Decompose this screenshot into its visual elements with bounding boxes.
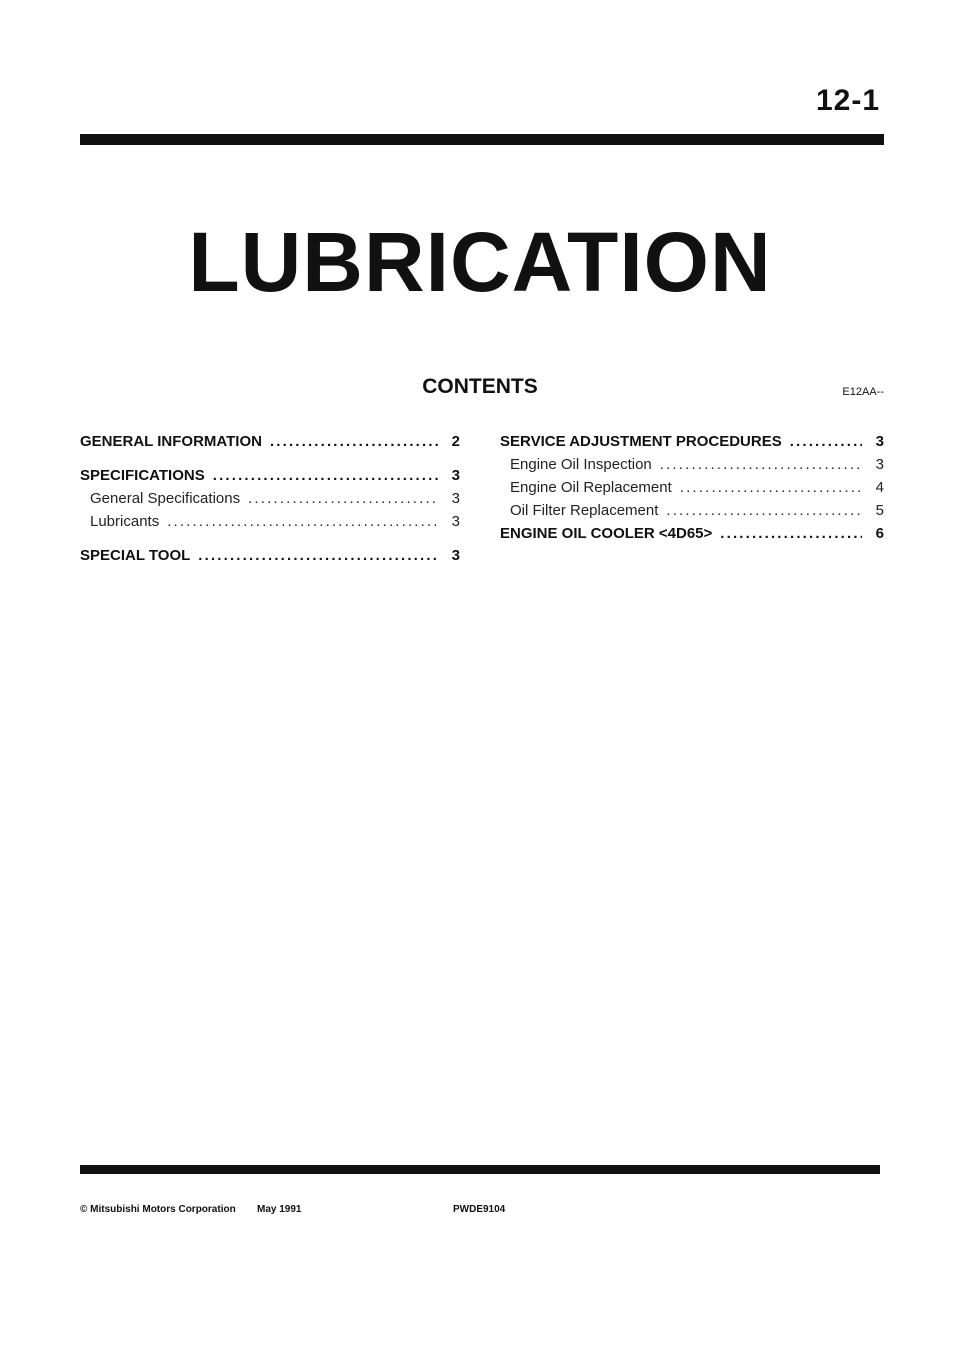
toc-entry-engine-oil-replacement[interactable] [500,476,884,499]
toc-left-column [80,430,460,567]
toc-entry-page: 3 [875,456,884,473]
dot-leader [248,487,438,510]
toc-entry-label: Oil Filter Replacement [510,502,659,519]
toc-entry-page: 3 [451,467,460,484]
dot-leader [167,510,438,533]
toc-entry-label: SPECIFICATIONS [80,467,205,484]
dot-leader [680,476,862,499]
toc-entry-page: 4 [875,479,884,496]
toc-entry-label: Engine Oil Inspection [510,456,652,473]
page-title: LUBRICATION [188,215,772,309]
toc-entry-page: 5 [875,502,884,519]
toc-entry-page: 3 [875,433,884,450]
footer-doc-code: PWDE9104 [453,1204,506,1215]
toc-entry-engine-oil-cooler[interactable] [500,522,884,545]
toc-entry-special-tool[interactable] [80,544,460,567]
toc-entry-lubricants[interactable] [80,510,460,533]
toc-entry-label: Lubricants [90,513,160,530]
toc-entry-page: 3 [451,547,460,564]
dot-leader [213,464,438,487]
footer-date: May 1991 [257,1204,302,1215]
dot-leader [270,430,438,453]
dot-leader [666,499,862,522]
toc-entry-label: General Specifications [90,490,241,507]
toc-entry-engine-oil-inspection[interactable] [500,453,884,476]
dot-leader [720,522,862,545]
toc-entry-label: SERVICE ADJUSTMENT PROCEDURES [500,433,782,450]
toc-entry-page: 3 [451,490,460,507]
toc-entry-service-adjustment-procedures[interactable] [500,430,884,453]
footer-copyright: © Mitsubishi Motors Corporation [80,1204,236,1215]
toc-entry-general-information[interactable] [80,430,460,453]
toc-entry-general-specifications[interactable] [80,487,460,510]
toc-entry-oil-filter-replacement[interactable] [500,499,884,522]
toc-entry-page: 2 [451,433,460,450]
toc-entry-label: Engine Oil Replacement [510,479,672,496]
contents-heading: CONTENTS [422,375,538,398]
toc-entry-label: ENGINE OIL COOLER <4D65> [500,525,713,542]
toc-entry-page: 6 [875,525,884,542]
toc-entry-page: 3 [451,513,460,530]
bottom-rule [80,1165,880,1174]
top-rule [80,134,884,145]
dot-leader [198,544,438,567]
toc-entry-label: GENERAL INFORMATION [80,433,262,450]
toc-right-column [500,430,884,545]
dot-leader [790,430,862,453]
section-code: E12AA-- [842,386,884,398]
toc-entry-specifications[interactable] [80,464,460,487]
page-number: 12-1 [815,84,880,117]
toc-entry-label: SPECIAL TOOL [80,547,191,564]
dot-leader [660,453,862,476]
